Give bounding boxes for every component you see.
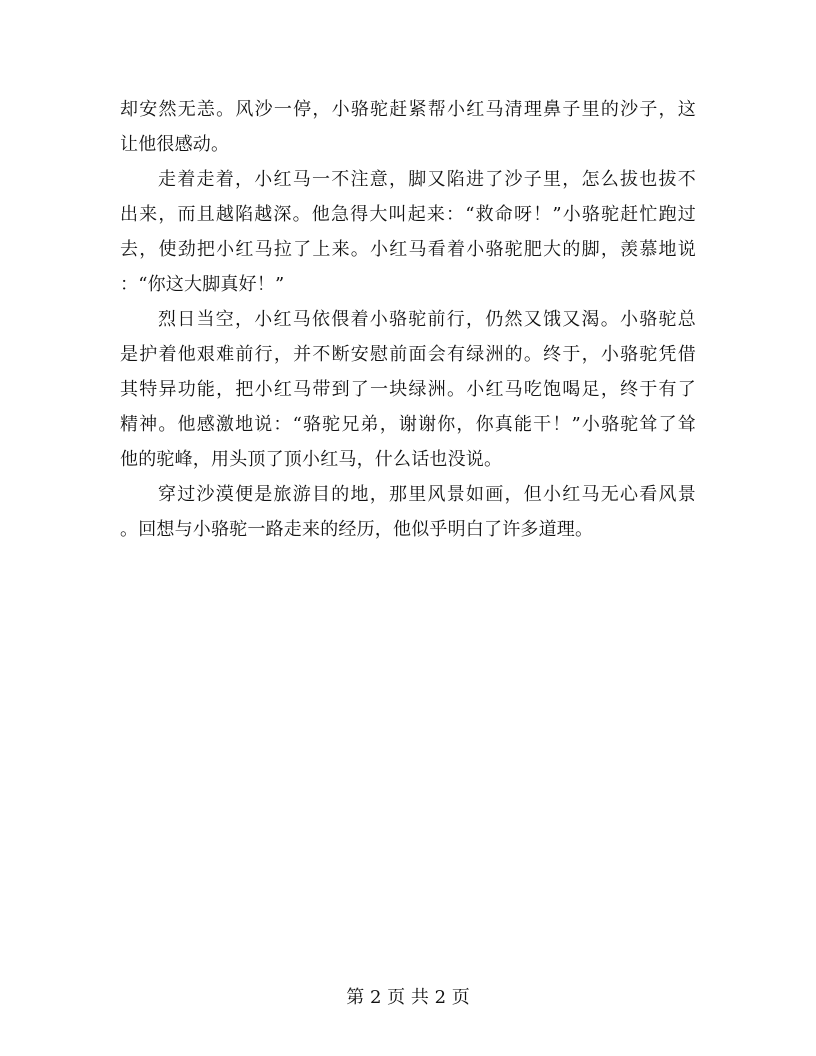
text-line: 精神。他感激地说：“骆驼兄弟，谢谢你，你真能干！”小骆驼耸了耸: [120, 414, 696, 435]
paragraph-start-line: 走着走着，小红马一不注意，脚又陷进了沙子里，怎么拔也拔不: [158, 169, 696, 190]
text-line: 却安然无恙。风沙一停，小骆驼赶紧帮小红马清理鼻子里的沙子，这: [120, 99, 696, 120]
paragraph-start-line: 烈日当空，小红马依偎着小骆驼前行，仍然又饿又渴。小骆驼总: [158, 309, 696, 330]
text-line: 他的驼峰，用头顶了顶小红马，什么话也没说。: [120, 449, 503, 470]
page-number-footer: 第 2 页 共 2 页: [346, 987, 470, 1008]
document-body: [120, 92, 696, 547]
paragraph-start-line: 穿过沙漠便是旅游目的地，那里风景如画，但小红马无心看风景: [158, 484, 696, 505]
text-line: 。回想与小骆驼一路走来的经历，他似乎明白了许多道理。: [120, 519, 594, 540]
text-line: 让他很感动。: [120, 134, 230, 155]
text-line: 出来，而且越陷越深。他急得大叫起来：“救命呀！”小骆驼赶忙跑过: [120, 204, 696, 225]
text-line: 是护着他艰难前行，并不断安慰前面会有绿洲的。终于，小骆驼凭借: [120, 344, 696, 365]
text-line: 其特异功能，把小红马带到了一块绿洲。小红马吃饱喝足，终于有了: [120, 379, 696, 400]
text-line: 去，使劲把小红马拉了上来。小红马看着小骆驼肥大的脚，羡慕地说: [120, 239, 696, 260]
text-line: ：“你这大脚真好！”: [120, 274, 285, 295]
